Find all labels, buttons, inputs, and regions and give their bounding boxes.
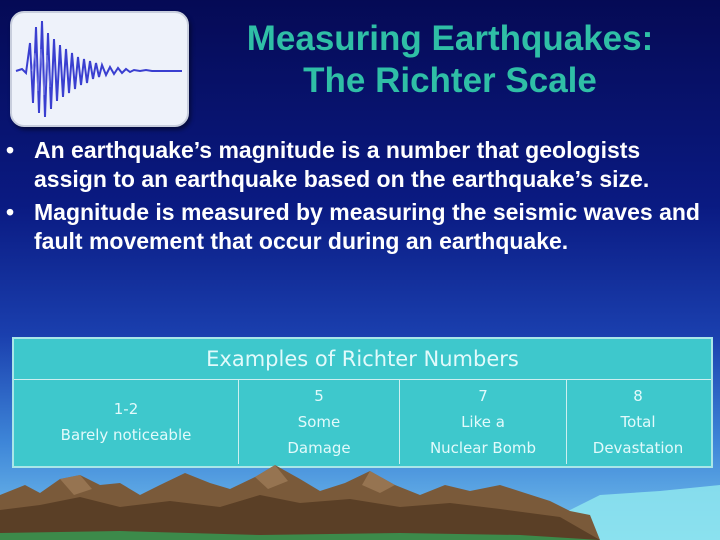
- richter-description: Barely noticeable: [60, 426, 192, 444]
- seismogram-image: [10, 11, 189, 127]
- table-cell-8: [567, 380, 709, 464]
- bullet-marker: •: [6, 137, 15, 163]
- seismogram-trace: [16, 21, 182, 117]
- bullet-list: [6, 136, 712, 260]
- bullet-text: Magnitude is measured by measuring the seismic waves and fault movement that occur during an earthquake.: [34, 199, 700, 254]
- richter-examples-table: [12, 337, 713, 468]
- bullet-text: An earthquake’s magnitude is a number that geologists assign to an earthquake based on the earthquake’s size.: [34, 137, 650, 192]
- richter-description: Like a: [461, 413, 505, 431]
- table-cell-5: [239, 380, 399, 464]
- richter-description: Some: [297, 413, 341, 431]
- richter-number: 5: [314, 387, 324, 405]
- bullet-marker: •: [6, 199, 15, 225]
- richter-description: Nuclear Bomb: [429, 439, 537, 457]
- bullet-item: [6, 198, 712, 256]
- title-line-2: The Richter Scale: [303, 61, 597, 100]
- mountains-illustration: [0, 455, 720, 540]
- slide-title: [190, 18, 710, 102]
- title-line-1: Measuring Earthquakes:: [246, 19, 654, 58]
- richter-description: Total: [620, 413, 656, 431]
- bullet-item: [6, 136, 712, 194]
- richter-description: Devastation: [592, 439, 684, 457]
- richter-number: 8: [633, 387, 643, 405]
- richter-number: 1-2: [113, 400, 139, 418]
- table-title: Examples of Richter Numbers: [206, 347, 519, 371]
- richter-description: Damage: [287, 439, 351, 457]
- richter-number: 7: [478, 387, 488, 405]
- table-cell-7: [400, 380, 566, 464]
- table-cell-1-2: [14, 380, 238, 464]
